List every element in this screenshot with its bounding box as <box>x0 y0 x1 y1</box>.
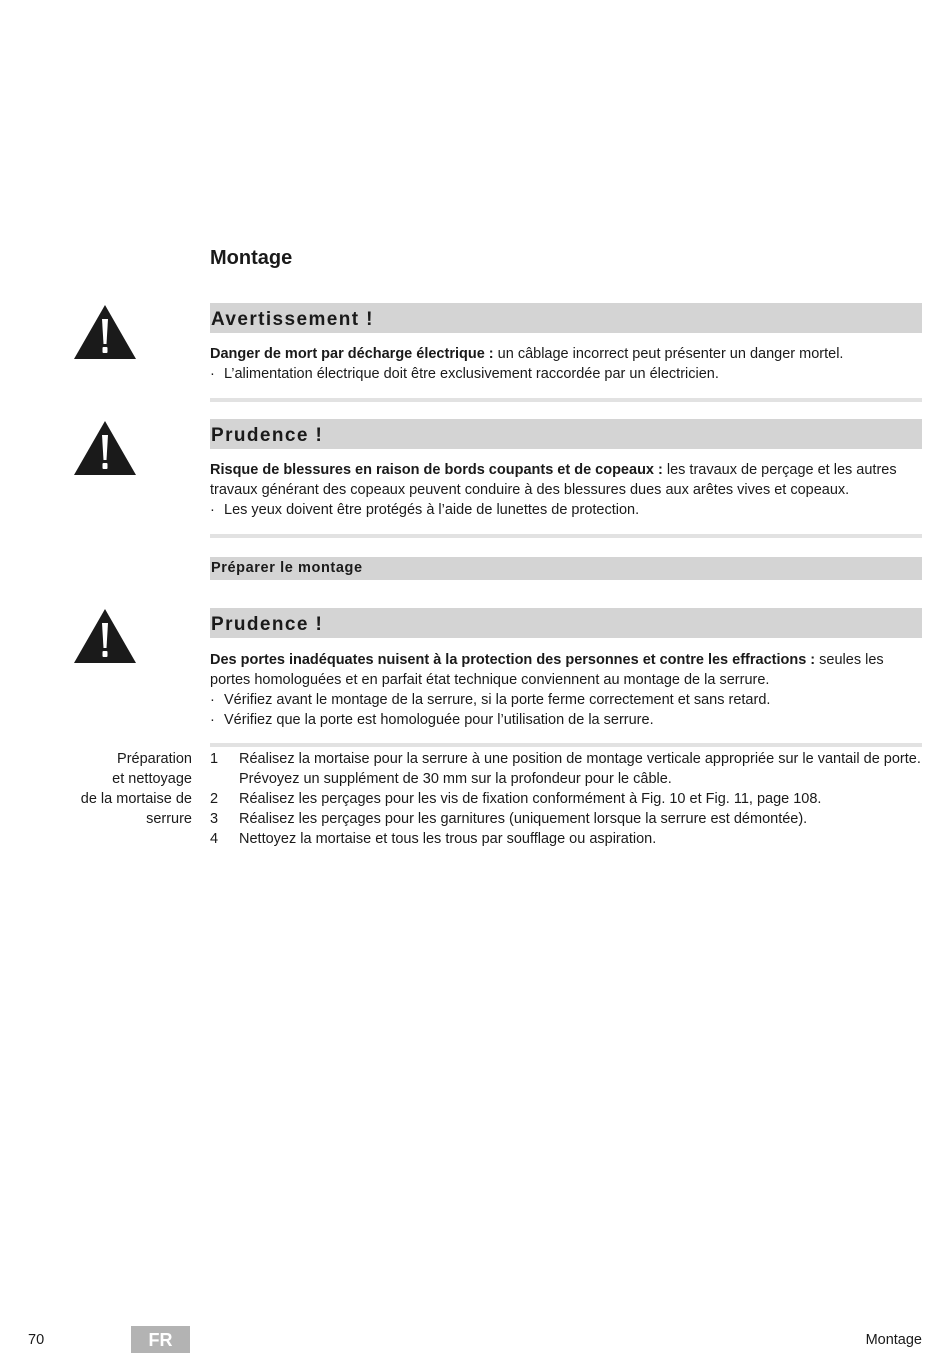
warning-text <box>210 344 922 384</box>
caution-lead-bold: Risque de blessures en raison de bords coupants et de copeaux : <box>210 462 663 478</box>
bullet-item: · Les yeux doivent être protégés à l’aide de lunettes de protection. <box>210 502 640 518</box>
page-number: 70 <box>28 1332 45 1348</box>
caution-heading: Prudence ! <box>210 608 922 638</box>
bullet-item: · L’alimentation électrique doit être exclusivement raccordée par un électricien. <box>210 366 719 382</box>
bullet-item: · Vérifiez avant le montage de la serrure, si la porte ferme correctement et sans retard. <box>210 692 771 708</box>
language-badge: FR <box>131 1326 190 1353</box>
warning-heading: Avertissement ! <box>210 303 922 333</box>
caution-text <box>210 650 922 730</box>
list-item: 2 Réalisez les perçages pour les vis de fixation conformément à Fig. 10 et Fig. 11, page 108. <box>210 791 822 807</box>
warning-triangle-icon <box>73 420 137 476</box>
caution-lead-text: seules les portes homologuées et en parfait état technique conviennent au montage de la serrure. <box>210 652 884 688</box>
subsection-heading: Préparer le montage <box>210 557 922 580</box>
list-item: 1 Réalisez la mortaise pour la serrure à une position de montage verticale appropriée sur le vantail de porte. Prévoyez un supplément de 30 mm sur la profondeur pour le câble. <box>210 751 921 787</box>
divider <box>210 398 922 402</box>
warning-lead-text: un câblage incorrect peut présenter un danger mortel. <box>493 346 844 362</box>
list-item: 4 Nettoyez la mortaise et tous les trous par soufflage ou aspiration. <box>210 831 657 847</box>
side-label: Préparation et nettoyage de la mortaise de serrure <box>80 751 192 827</box>
divider <box>210 534 922 538</box>
caution-heading: Prudence ! <box>210 419 922 449</box>
steps-list <box>210 749 922 849</box>
list-item: 3 Réalisez les perçages pour les garnitures (uniquement lorsque la serrure est démontée). <box>210 811 808 827</box>
caution-lead-bold: Des portes inadéquates nuisent à la protection des personnes et contre les effractions : <box>210 652 816 668</box>
warning-triangle-icon <box>73 304 137 360</box>
warning-lead-bold: Danger de mort par décharge électrique : <box>210 346 494 362</box>
footer-section-title: Montage <box>865 1332 922 1348</box>
divider <box>210 743 922 747</box>
caution-lead-text: les travaux de perçage et les autres travaux générant des copeaux peuvent conduire à des blessures dues aux arêtes vives et copeaux. <box>210 462 897 498</box>
warning-triangle-icon <box>73 608 137 664</box>
page-title: Montage <box>210 247 293 269</box>
caution-text <box>210 460 922 520</box>
bullet-item: · Vérifiez que la porte est homologuée pour l’utilisation de la serrure. <box>210 712 654 728</box>
